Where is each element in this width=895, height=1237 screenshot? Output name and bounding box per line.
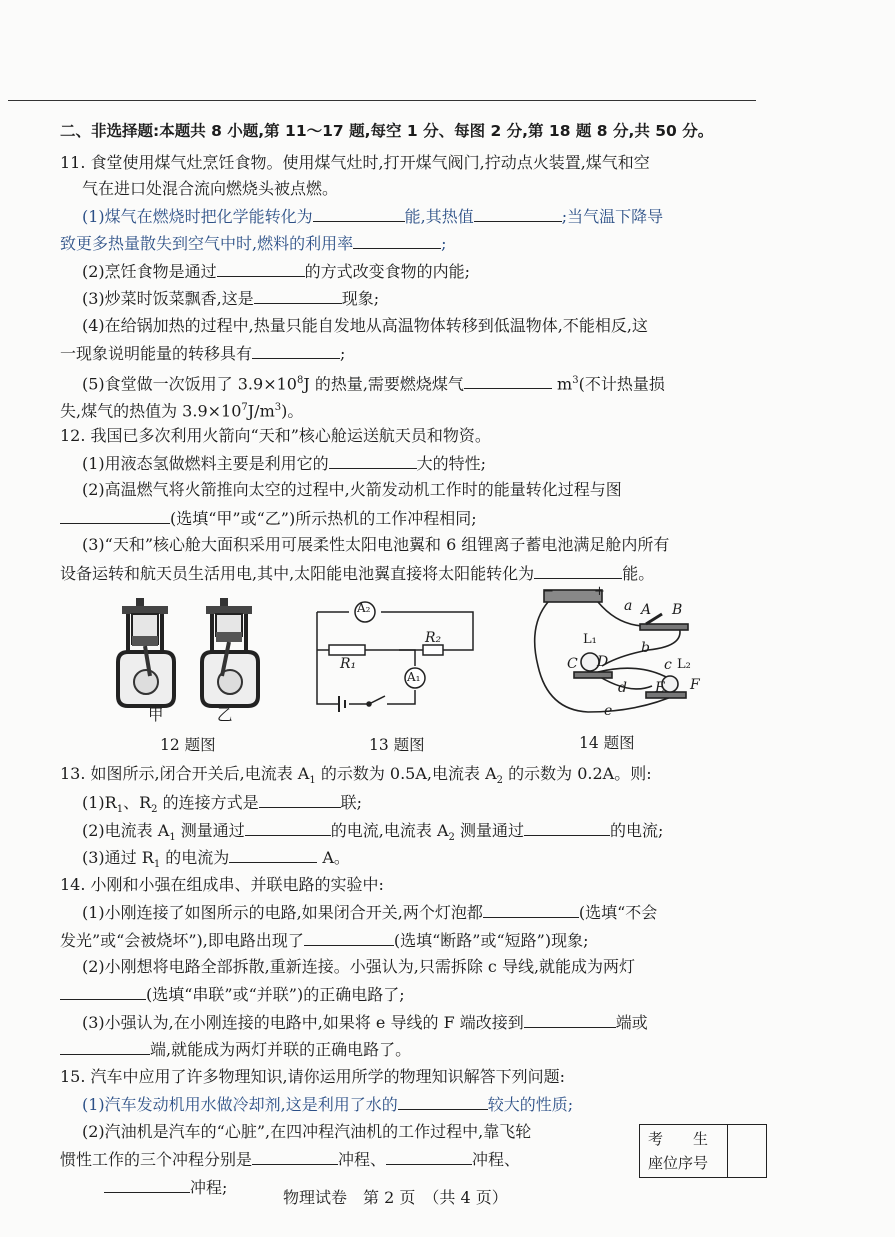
q14-p1d: (选填“断路”或“短路”)现象; bbox=[393, 931, 589, 950]
fig12-engines bbox=[108, 592, 278, 722]
fig14-c: c bbox=[664, 657, 672, 673]
fig14-b: b bbox=[641, 640, 650, 656]
q14-part3-line1 bbox=[82, 1011, 648, 1034]
fig14-caption: 14 题图 bbox=[579, 734, 635, 752]
q13-part3 bbox=[82, 846, 350, 876]
q14-p1b: (选填“不会 bbox=[578, 903, 658, 922]
q13-p1a: (1)R bbox=[82, 793, 117, 812]
q12-part3-line1: (3)“天和”核心舱大面积采用可展柔性太阳电池翼和 6 组锂离子蓄电池满足舱内所有 bbox=[82, 535, 670, 554]
q15-blank-4[interactable] bbox=[104, 1176, 190, 1193]
fig14-minus: − bbox=[543, 584, 554, 599]
q11-p2a: (2)烹饪食物是通过 bbox=[82, 262, 217, 281]
fig14-L2: L₂ bbox=[677, 657, 691, 672]
q13-blank-1[interactable] bbox=[259, 791, 341, 808]
q15-blank-1[interactable] bbox=[398, 1093, 488, 1110]
q14-blank-3[interactable] bbox=[60, 983, 146, 1000]
q11-p5d: (不计热量损 bbox=[578, 374, 665, 394]
q15-p2c: 冲程、 bbox=[338, 1150, 387, 1169]
fig14-L1: L₁ bbox=[583, 632, 597, 647]
fig13-A1: A₁ bbox=[407, 670, 421, 684]
q11-p5f: J/m bbox=[247, 401, 275, 421]
q13-p2-sub1: 1 bbox=[169, 832, 176, 844]
q11-blank-2[interactable] bbox=[474, 205, 562, 222]
q11-p1a: (1)煤气在燃烧时把化学能转化为 bbox=[82, 207, 313, 226]
q11-part3 bbox=[82, 287, 379, 310]
q13-p1c: 的连接方式是 bbox=[157, 793, 259, 812]
q11-part5-line2 bbox=[60, 397, 303, 422]
q11-blank-4[interactable] bbox=[217, 260, 305, 277]
q14-p3a: (3)小强认为,在小刚连接的电路中,如果将 e 导线的 F 端改接到 bbox=[82, 1013, 524, 1032]
q14-stem: 14. 小刚和小强在组成串、并联电路的实验中: bbox=[60, 875, 384, 894]
q13-p1b: 、R bbox=[123, 793, 152, 812]
q15-p2b: 惯性工作的三个冲程分别是 bbox=[60, 1150, 253, 1169]
q11-part5-line1 bbox=[82, 370, 665, 395]
seat-label-line1: 考 生 bbox=[648, 1130, 709, 1148]
q11-p5e: 失,煤气的热值为 3.9×10 bbox=[60, 401, 242, 421]
q13-p2-sub2: 2 bbox=[448, 832, 455, 844]
fig13-caption: 13 题图 bbox=[369, 736, 425, 754]
label-jia: 甲 bbox=[148, 706, 164, 724]
fig13-circuit bbox=[305, 592, 485, 722]
fig12-caption: 12 题图 bbox=[160, 736, 216, 754]
q11-p4c: ; bbox=[340, 344, 346, 363]
engine-yi bbox=[202, 598, 258, 706]
q13-p3c: A。 bbox=[322, 848, 350, 867]
q12-p1b: 大的特性; bbox=[416, 454, 487, 473]
fig14-D: D bbox=[597, 654, 609, 670]
seat-number-box[interactable] bbox=[639, 1124, 767, 1178]
seat-number-label bbox=[640, 1125, 728, 1177]
q14-blank-4[interactable] bbox=[524, 1011, 616, 1028]
q14-p3c: 端,就能成为两灯并联的正确电路了。 bbox=[150, 1040, 412, 1059]
q11-blank-1[interactable] bbox=[313, 205, 405, 222]
q13-blank-2[interactable] bbox=[245, 819, 331, 836]
q15-part2-line2 bbox=[60, 1148, 520, 1171]
q12-blank-3[interactable] bbox=[534, 562, 622, 579]
q15-blank-3[interactable] bbox=[386, 1148, 472, 1165]
page-footer: 物理试卷 第 2 页 （共 4 页） bbox=[283, 1188, 508, 1207]
q13-stem-b: 的示数为 0.5A,电流表 A bbox=[315, 764, 497, 783]
q15-blank-2[interactable] bbox=[252, 1148, 338, 1165]
q13-stem-c: 的示数为 0.2A。则: bbox=[503, 764, 652, 783]
q13-part2 bbox=[82, 819, 663, 849]
seat-label-line2: 座位序号 bbox=[648, 1154, 709, 1172]
q15-p1b: 较大的性质; bbox=[487, 1095, 574, 1114]
q12-p3b: 设备运转和航天员生活用电,其中,太阳能电池翼直接将太阳能转化为 bbox=[60, 564, 535, 583]
q15-part2-line3 bbox=[104, 1176, 227, 1199]
q11-p3b: 现象; bbox=[341, 289, 380, 308]
q12-stem: 12. 我国已多次利用火箭向“天和”核心舱运送航天员和物资。 bbox=[60, 426, 491, 445]
q14-p3b: 端或 bbox=[615, 1013, 648, 1032]
q14-part2-line2 bbox=[60, 983, 405, 1006]
engine-jia bbox=[118, 598, 174, 706]
fig14-C: C bbox=[567, 656, 578, 672]
q11-part1-line1 bbox=[82, 205, 663, 228]
q13-p2c: 的电流,电流表 A bbox=[330, 821, 449, 840]
q11-stem-line2: 气在进口处混合流向燃烧头被点燃。 bbox=[82, 179, 339, 198]
q15-p2d: 冲程、 bbox=[472, 1150, 521, 1169]
q15-p1a: (1)汽车发动机用水做冷却剂,这是利用了水的 bbox=[82, 1095, 398, 1114]
q11-p1b: 能,其热值 bbox=[404, 207, 474, 226]
q14-part1-line1 bbox=[82, 901, 657, 924]
q11-p5c-sup: 3 bbox=[572, 375, 579, 386]
q14-p1c: 发光”或“会被烧坏”),即电路出现了 bbox=[60, 931, 304, 950]
q13-blank-3[interactable] bbox=[524, 819, 610, 836]
q11-blank-5[interactable] bbox=[254, 287, 342, 304]
fig13-A2: A₂ bbox=[357, 601, 371, 615]
q13-stem-sub2: 2 bbox=[496, 775, 504, 787]
q11-p5e-sup: 7 bbox=[241, 402, 248, 413]
q13-p2a: (2)电流表 A bbox=[82, 821, 170, 840]
q11-blank-7[interactable] bbox=[464, 372, 552, 389]
q14-part1-line2 bbox=[60, 929, 588, 952]
section-header: 二、非选择题:本题共 8 小题,第 11～17 题,每空 1 分、每图 2 分,第 18 题 8 分,共 50 分。 bbox=[60, 122, 714, 140]
fig14-A: A bbox=[641, 602, 652, 618]
q11-p2b: 的方式改变食物的内能; bbox=[304, 262, 471, 281]
fig13-R2: R₂ bbox=[425, 630, 442, 646]
q13-p2b: 测量通过 bbox=[175, 821, 245, 840]
q11-p5a-sup: 8 bbox=[296, 375, 304, 386]
q13-p2e: 的电流; bbox=[609, 821, 664, 840]
fig14-E: E bbox=[655, 680, 666, 696]
q13-p3-sub1: 1 bbox=[153, 859, 161, 871]
q13-blank-4[interactable] bbox=[229, 846, 317, 863]
q14-blank-5[interactable] bbox=[60, 1038, 150, 1055]
q12-p3c: 能。 bbox=[622, 564, 655, 583]
q11-blank-3[interactable] bbox=[353, 232, 441, 249]
q14-blank-2[interactable] bbox=[304, 929, 394, 946]
q11-part4-line1: (4)在给锅加热的过程中,热量只能自发地从高温物体转移到低温物体,不能相反,这 bbox=[82, 316, 648, 335]
q14-blank-1[interactable] bbox=[483, 901, 579, 918]
q13-stem bbox=[60, 763, 652, 792]
q12-blank-1[interactable] bbox=[329, 452, 417, 469]
q11-p1d: 致更多热量散失到空气中时,燃料的利用率 bbox=[60, 234, 354, 253]
fig14-B: B bbox=[672, 602, 683, 618]
q13-stem-sub1: 1 bbox=[309, 775, 316, 787]
top-rule bbox=[8, 100, 756, 101]
q12-part1 bbox=[82, 452, 486, 475]
label-yi: 乙 bbox=[217, 706, 233, 724]
q13-p1-sub1: 1 bbox=[116, 804, 124, 816]
q13-p1-sub2: 2 bbox=[151, 804, 158, 816]
q11-part1-line2 bbox=[60, 232, 446, 255]
q11-part4-line2 bbox=[60, 342, 345, 365]
q11-part2 bbox=[82, 260, 470, 283]
q12-part3-line2 bbox=[60, 562, 654, 585]
fig14-F: F bbox=[690, 677, 700, 693]
q13-stem-a: 13. 如图所示,闭合开关后,电流表 A bbox=[60, 764, 310, 783]
q15-part2-line1: (2)汽油机是汽车的“心脏”,在四冲程汽油机的工作过程中,靠飞轮 bbox=[82, 1122, 532, 1141]
q12-part2-line1: (2)高温燃气将火箭推向太空的过程中,火箭发动机工作时的能量转化过程与图 bbox=[82, 480, 622, 499]
q14-part3-line2 bbox=[60, 1038, 411, 1061]
q15-stem: 15. 汽车中应用了许多物理知识,请你运用所学的物理知识解答下列问题: bbox=[60, 1067, 566, 1086]
q11-p3a: (3)炒菜时饭菜飘香,这是 bbox=[82, 289, 254, 308]
q13-p2d: 测量通过 bbox=[454, 821, 524, 840]
fig14-a: a bbox=[624, 598, 633, 614]
q12-p2b: (选填“甲”或“乙”)所示热机的工作冲程相同; bbox=[170, 509, 477, 528]
q15-p2e: 冲程; bbox=[190, 1178, 228, 1197]
q13-p3b: 的电流为 bbox=[160, 848, 230, 867]
q11-p1c: ;当气温下降导 bbox=[561, 207, 664, 226]
q15-part1 bbox=[82, 1093, 573, 1116]
q12-p1a: (1)用液态氢做燃料主要是利用它的 bbox=[82, 454, 329, 473]
fig14-d: d bbox=[618, 680, 627, 696]
q13-part1 bbox=[82, 791, 362, 821]
q11-p5f-sup: 3 bbox=[274, 402, 282, 413]
fig14-e: e bbox=[604, 703, 613, 719]
q11-p4b: 一现象说明能量的转移具有 bbox=[60, 344, 253, 363]
q12-part2-line2 bbox=[60, 507, 477, 530]
q11-blank-6[interactable] bbox=[252, 342, 340, 359]
q14-part2-line1: (2)小刚想将电路全部拆散,重新连接。小强认为,只需拆除 c 导线,就能成为两灯 bbox=[82, 957, 636, 976]
q11-p5g: )。 bbox=[281, 401, 304, 421]
q11-p5c: m bbox=[557, 374, 573, 394]
q13-p3a: (3)通过 R bbox=[82, 848, 154, 867]
q14-p2b: (选填“串联”或“并联”)的正确电路了; bbox=[146, 985, 405, 1004]
q14-p1a: (1)小刚连接了如图所示的电路,如果闭合开关,两个灯泡都 bbox=[82, 903, 483, 922]
q11-p1e: ; bbox=[441, 234, 447, 253]
q13-p1d: 联; bbox=[340, 793, 363, 812]
fig14-plus: + bbox=[594, 584, 605, 599]
fig13-R1: R₁ bbox=[340, 656, 357, 672]
q12-blank-2[interactable] bbox=[60, 507, 170, 524]
q11-p5b: J 的热量,需要燃烧煤气 bbox=[303, 374, 464, 394]
q11-p5a: (5)食堂做一次饭用了 3.9×10 bbox=[82, 374, 297, 394]
q11-stem-line1: 11. 食堂使用煤气灶烹饪食物。使用煤气灶时,打开煤气阀门,拧动点火装置,煤气和空 bbox=[60, 153, 650, 172]
